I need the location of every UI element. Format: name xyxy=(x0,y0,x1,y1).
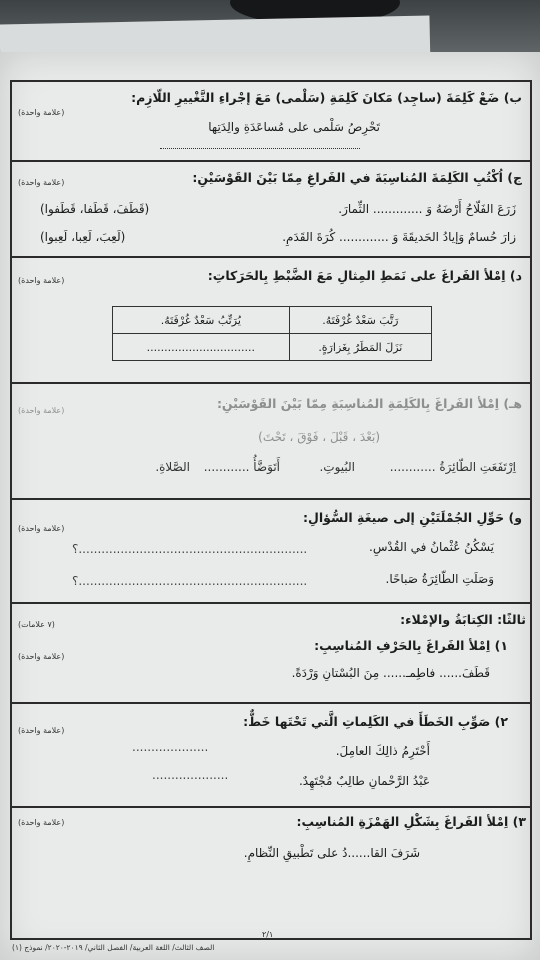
example-table xyxy=(112,306,432,361)
exercise-cell-original: نَزَلَ المَطَرُ بِغَزارَةٍ. xyxy=(289,334,431,361)
section-c-line-1: زَرَعَ الفَلّاحُ أَرْضَهُ وَ ............. الثِّمارَ. xyxy=(338,202,516,216)
section-c-title: ج) اُكْتُبِ الكَلِمَةَ المُناسِبَةَ في الفَراغِ مِمّا بَيْنَ القَوْسَيْنِ: xyxy=(192,170,522,185)
section-d-mark: (علامة واحدة) xyxy=(18,276,65,285)
section-w-mark: (علامة واحدة) xyxy=(18,524,65,533)
section-c xyxy=(12,162,530,258)
section-c-mark: (علامة واحدة) xyxy=(18,178,65,187)
example-cell-converted: يُرَتِّبُ سَعْدٌ غُرْفَتَهُ. xyxy=(113,307,290,334)
part-3-title: ثالثًا: الكِتابَةُ والإمْلاء: xyxy=(400,612,526,627)
part-3-q2 xyxy=(12,704,530,808)
section-c-options-2: (لَعِبَ، لَعِبا، لَعِبوا) xyxy=(40,230,126,244)
section-h-item-1: اِرْتَفَعَتِ الطّائِرَةُ ............ xyxy=(389,460,516,474)
section-h-item-3: أَتَوَضَّأُ ............ xyxy=(203,460,280,474)
q2-title: ٢) صَوِّبِ الخَطَأَ في الكَلِماتِ الَّتي تَحْتَها خَطٌّ: xyxy=(243,714,508,729)
exercise-cell-blank[interactable]: ............................... xyxy=(113,334,290,361)
section-h-item-4: الصَّلاةِ. xyxy=(155,460,190,474)
section-w-answer-2[interactable]: ............................................................؟ xyxy=(72,574,308,588)
section-h-options: (بَعْدَ ، قَبْلَ ، فَوْقَ ، تَحْتَ) xyxy=(258,430,380,444)
section-c-options-1: (قَطَفَ، قَطَفا، قَطَفوا) xyxy=(40,202,150,216)
q1-mark: (علامة واحدة) xyxy=(18,652,65,661)
q1-sentence: قَطَفَ...... فاطِمـ...... مِنَ البُسْتانِ وَرْدَةً. xyxy=(291,666,490,680)
section-h-mark: (علامة واحدة) xyxy=(18,406,65,415)
q3-mark: (علامة واحدة) xyxy=(18,818,65,827)
section-b-title: ب) ضَعْ كَلِمَةَ (ساجِد) مَكانَ كَلِمَةِ (سَلْمى) مَعَ إجْراءِ التَّغْييرِ اللّازِم: xyxy=(131,90,522,105)
section-h-item-2: البُيوتِ. xyxy=(319,460,355,474)
section-w-line-1: يَسْكُنُ عُثْمانُ في القُدْسِ. xyxy=(369,540,494,554)
part-3-total-mark: (٧ علامات) xyxy=(18,620,55,629)
section-h-title: هـ) اِمْلأ الفَراغَ بِالكَلِمَةِ المُناسِبَةِ مِمّا بَيْنَ القَوْسَيْنِ: xyxy=(216,396,522,411)
q2-blank-1[interactable]: .................... xyxy=(132,740,209,754)
table-row xyxy=(113,307,432,334)
q2-blank-2[interactable]: .................... xyxy=(152,768,229,782)
section-h xyxy=(12,384,530,500)
section-w-line-2: وَصَلَتِ الطّائِرَةُ صَباحًا. xyxy=(385,572,494,586)
page-number: ٢/١ xyxy=(262,930,274,939)
section-c-line-2: زارَ حُسامٌ وَإيادُ الحَديقَةَ وَ ............. كُرَةَ القَدَمِ. xyxy=(282,230,516,244)
section-b-answer-line[interactable] xyxy=(160,148,360,149)
q3-sentence: شَرَفَ القا......دُ على تَطْبيقِ النِّظامِ. xyxy=(243,846,420,860)
section-b xyxy=(12,82,530,162)
q2-sentence-1: أَحْتَرِمُ ذالِكَ العامِلَ. xyxy=(335,744,430,758)
q2-mark: (علامة واحدة) xyxy=(18,726,65,735)
part-3-q3 xyxy=(12,808,530,938)
table-row xyxy=(113,334,432,361)
q3-title: ٣) اِمْلأ الفَراغَ بِشَكْلِ الهَمْزَةِ المُناسِبِ: xyxy=(296,814,526,829)
section-w xyxy=(12,500,530,604)
part-3-q1 xyxy=(12,604,530,704)
section-w-answer-1[interactable]: ............................................................؟ xyxy=(72,542,308,556)
footer-text: الصف الثالث/ اللغة العربية/ الفصل الثاني/ ٢٠١٩-٢٠٢٠/ نموذج (١) xyxy=(12,943,215,952)
q1-title: ١) اِمْلأ الفَراغَ بِالحَرْفِ المُناسِبِ: xyxy=(314,638,508,653)
q2-sentence-2: عَبْدُ الرَّحْمانِ طالِبٌ مُجْتَهِدٌ. xyxy=(298,774,430,788)
section-b-mark: (علامة واحدة) xyxy=(18,108,65,117)
exam-frame xyxy=(10,80,532,940)
section-b-sentence: تَحْرِصُ سَلْمى على مُساعَدَةِ والِدَتِها xyxy=(208,120,380,134)
section-w-title: و) حَوِّلِ الجُمْلَتَيْنِ إلى صيغَةِ السُّؤالِ: xyxy=(303,510,522,525)
section-d-title: د) اِمْلأ الفَراغَ على نَمَطِ المِثالِ مَعَ الضَّبْطِ بِالحَرَكاتِ: xyxy=(207,268,522,283)
example-cell-original: رَتَّبَ سَعْدٌ غُرْفَتَهُ. xyxy=(289,307,431,334)
section-d xyxy=(12,258,530,384)
